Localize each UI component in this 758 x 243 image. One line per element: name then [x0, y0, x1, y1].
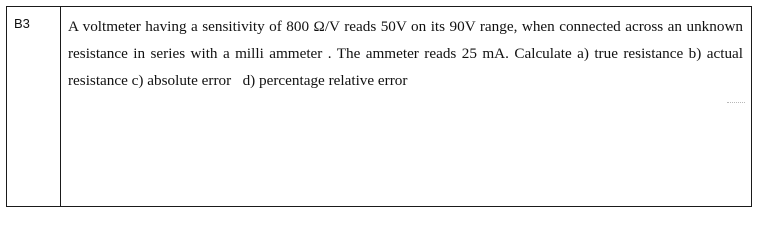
- question-text-cell: [61, 7, 752, 207]
- question-table: [6, 6, 752, 207]
- question-number-cell: [7, 7, 61, 207]
- question-text-line-2: unknown resistance in series with a milli ammeter . The ammeter reads 25 mA. Calculate a) true resistance: [68, 18, 743, 62]
- question-row: [7, 7, 752, 207]
- faint-scan-mark: [727, 102, 745, 103]
- question-text-line-3a: b) actual resistance c) absolute error: [68, 45, 743, 89]
- question-number: B3: [14, 16, 30, 31]
- question-text-line-3b: d) percentage relative error: [242, 72, 408, 89]
- question-text-line-1: A voltmeter having a sensitivity of 800 Ω/V reads 50V on its 90V range, when connected across an: [68, 18, 682, 35]
- question-text: [61, 7, 751, 94]
